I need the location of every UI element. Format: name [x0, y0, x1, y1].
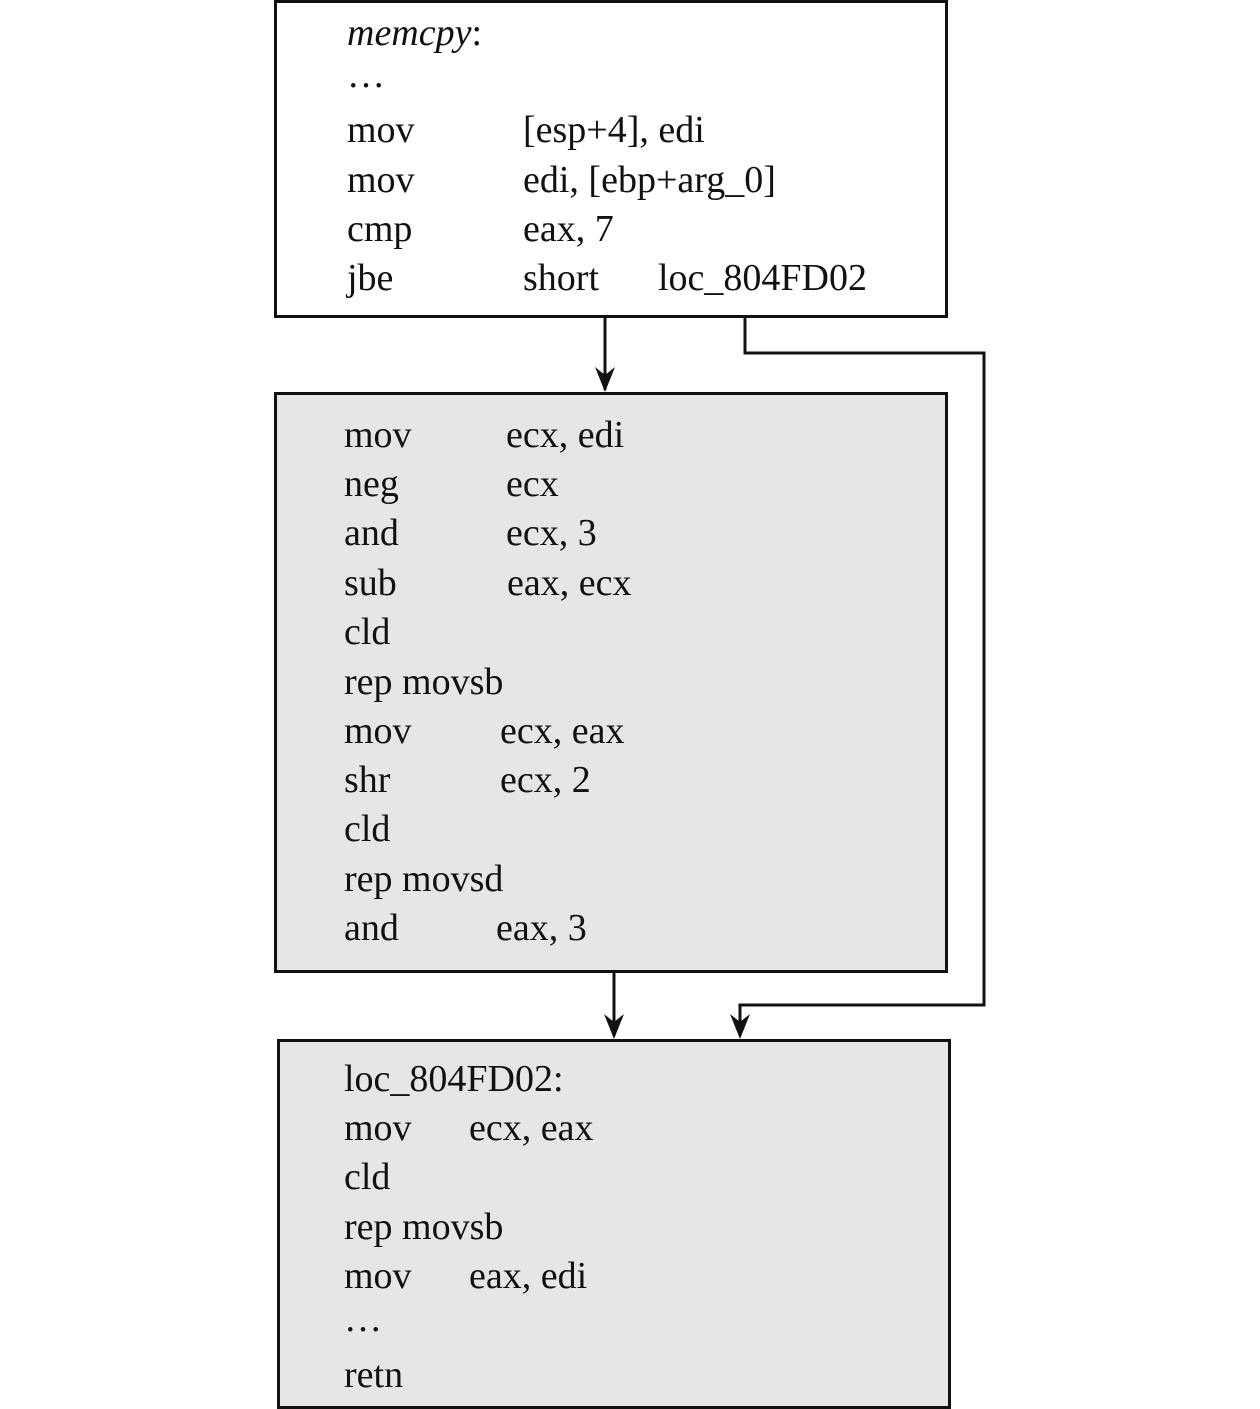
- basic-block-loc-804fd02: [277, 1039, 951, 1409]
- branch-target: loc_804FD02: [658, 257, 867, 299]
- instruction-args: [esp+4], edi: [523, 109, 705, 151]
- instruction-op: mov: [347, 109, 415, 151]
- instruction-args: ecx, eax: [500, 710, 625, 752]
- instruction-op: retn: [344, 1354, 404, 1396]
- instruction-op: shr: [344, 759, 391, 801]
- instruction-op: mov: [344, 1255, 412, 1297]
- basic-block-memcpy-entry: [274, 0, 948, 318]
- block-label: loc_804FD02:: [344, 1058, 564, 1100]
- instruction-op: mov: [344, 710, 412, 752]
- instruction-op: and: [344, 907, 399, 949]
- instruction-args: eax, 7: [523, 208, 614, 250]
- instruction-op: mov: [347, 159, 415, 201]
- basic-block-aligned-copy: [274, 392, 948, 973]
- instruction-op: cld: [344, 611, 391, 653]
- instruction-op: and: [344, 512, 399, 554]
- instruction-op: neg: [344, 463, 399, 505]
- instruction-op: mov: [344, 414, 412, 456]
- instruction-args: ecx: [506, 463, 559, 505]
- instruction-args: ecx, 3: [506, 512, 597, 554]
- instruction-args: eax, ecx: [507, 562, 632, 604]
- instruction-args: eax, 3: [496, 907, 587, 949]
- block-label: [347, 11, 482, 55]
- ellipsis: …: [347, 54, 385, 96]
- ellipsis: …: [344, 1298, 382, 1340]
- instruction-args: eax, edi: [469, 1255, 588, 1297]
- instruction-args: ecx, 2: [500, 759, 591, 801]
- instruction-op: rep movsd: [344, 858, 504, 900]
- instruction-op: rep movsb: [344, 661, 504, 703]
- instruction-args: edi, [ebp+arg_0]: [523, 159, 776, 201]
- instruction-args: ecx, eax: [469, 1107, 594, 1149]
- function-name: memcpy: [347, 12, 472, 54]
- instruction-op: jbe: [347, 257, 394, 299]
- instruction-args: short: [523, 257, 599, 299]
- instruction-args: ecx, edi: [506, 414, 625, 456]
- label-colon: :: [471, 12, 483, 54]
- instruction-op: cld: [344, 808, 391, 850]
- instruction-op: cld: [344, 1156, 391, 1198]
- instruction-op: rep movsb: [344, 1206, 504, 1248]
- instruction-op: mov: [344, 1107, 412, 1149]
- instruction-op: sub: [344, 562, 397, 604]
- instruction-op: cmp: [347, 208, 413, 250]
